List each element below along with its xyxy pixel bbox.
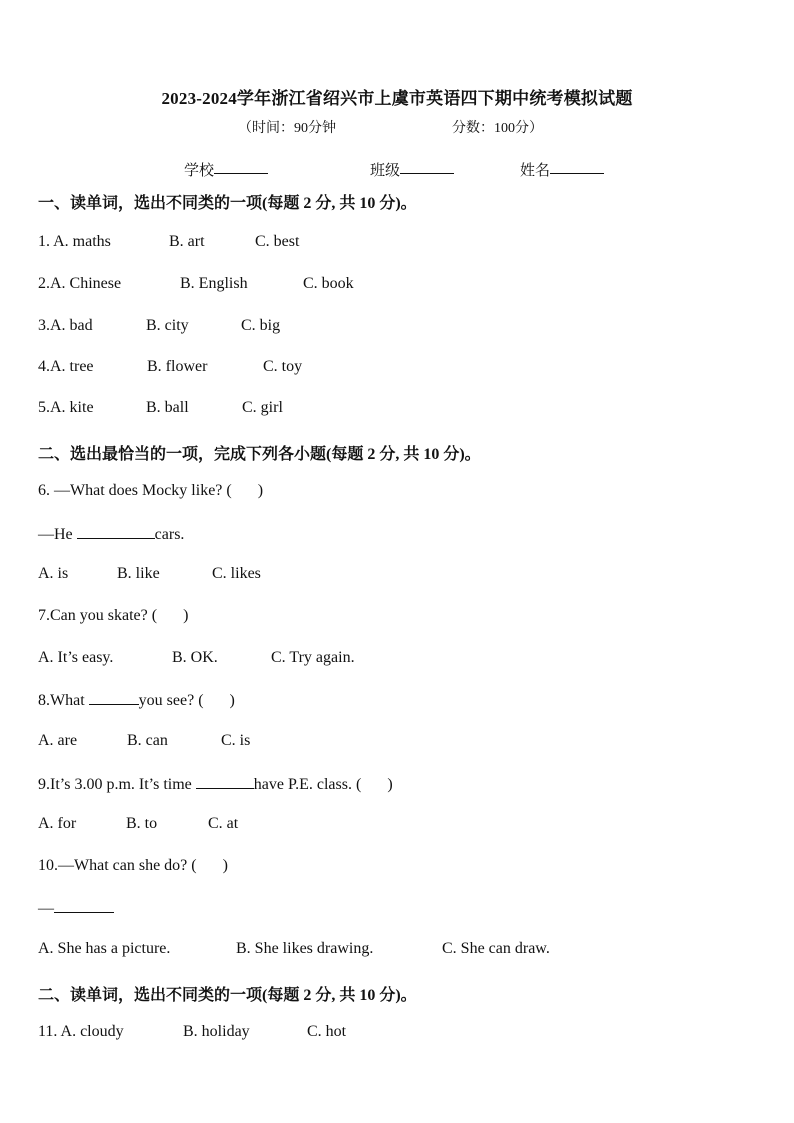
question-10-stem xyxy=(38,857,228,875)
question-10-dialogue xyxy=(38,898,114,918)
option-c: C. toy xyxy=(263,358,303,375)
question-7-stem xyxy=(38,607,188,625)
option-b: B. city xyxy=(146,317,189,334)
bracket-close: ) xyxy=(183,607,189,624)
question-text: 8.What xyxy=(38,692,89,709)
section-heading-3: 二、读单词，选出不同类的一项(每题 2 分, 共 10 分)。 xyxy=(38,987,417,1004)
option-c: C. big xyxy=(241,317,281,334)
option-c: C. best xyxy=(255,233,300,250)
time-limit: （时间：90分钟 xyxy=(238,121,336,136)
question-text: 9.It’s 3.00 p.m. It’s time xyxy=(38,776,196,793)
question-text: 7.Can you skate? ( xyxy=(38,607,158,624)
class-label: 班级 xyxy=(370,163,401,179)
question-9-stem xyxy=(38,774,393,794)
fill-blank[interactable] xyxy=(77,524,155,539)
option-b: B. OK. xyxy=(172,649,218,666)
option-a: 11. A. cloudy xyxy=(38,1023,124,1040)
option-c: C. Try again. xyxy=(271,649,355,666)
option-a: A. is xyxy=(38,565,69,582)
bracket-close: ) xyxy=(257,482,264,499)
option-a: A. She has a picture. xyxy=(38,940,171,957)
option-a: 2.A. Chinese xyxy=(38,275,122,292)
fill-blank[interactable] xyxy=(89,690,139,705)
option-c: C. is xyxy=(221,732,251,749)
section-heading-2: 二、选出最恰当的一项，完成下列各小题(每题 2 分, 共 10 分)。 xyxy=(38,446,481,463)
option-c: C. book xyxy=(303,275,354,292)
fill-blank[interactable] xyxy=(196,774,254,789)
question-text: 10.—What can she do? ( xyxy=(38,857,197,874)
option-c: C. girl xyxy=(242,399,283,416)
option-c: C. likes xyxy=(212,565,261,582)
option-c: C. at xyxy=(208,815,239,832)
option-b: B. art xyxy=(169,233,205,250)
option-c: C. hot xyxy=(307,1023,347,1040)
option-b: B. holiday xyxy=(183,1023,250,1040)
dialogue-text: —He xyxy=(38,526,77,543)
dialogue-text-end: cars. xyxy=(154,526,185,543)
option-a: 3.A. bad xyxy=(38,317,93,334)
school-label: 学校 xyxy=(184,163,215,179)
question-6-stem xyxy=(38,482,263,500)
name-field xyxy=(520,159,550,180)
option-c: C. She can draw. xyxy=(442,940,550,957)
school-blank[interactable] xyxy=(214,159,268,174)
option-a: 5.A. kite xyxy=(38,399,94,416)
option-b: B. can xyxy=(127,732,168,749)
option-a: A. It’s easy. xyxy=(38,649,114,666)
school-field xyxy=(184,159,214,180)
option-a: A. for xyxy=(38,815,77,832)
bracket-close: ) xyxy=(222,857,228,874)
option-a: A. are xyxy=(38,732,78,749)
class-field xyxy=(370,159,400,180)
question-6-dialogue xyxy=(38,524,184,544)
question-text: 6. —What does Mocky like? ( xyxy=(38,482,232,499)
question-text-end: have P.E. class. ( xyxy=(253,776,362,793)
name-blank[interactable] xyxy=(550,159,604,174)
option-a: 4.A. tree xyxy=(38,358,94,375)
option-b: B. English xyxy=(180,275,248,292)
bracket-close: ) xyxy=(387,776,393,793)
question-text-end: you see? ( xyxy=(138,692,204,709)
bracket-close: ) xyxy=(229,692,235,709)
total-score: 分数：100分） xyxy=(452,121,543,136)
page-title: 2023-2024学年浙江省绍兴市上虞市英语四下期中统考模拟试题 xyxy=(161,89,633,108)
option-a: 1. A. maths xyxy=(38,233,111,250)
option-b: B. like xyxy=(117,565,160,582)
option-b: B. She likes drawing. xyxy=(236,940,374,957)
class-blank[interactable] xyxy=(400,159,454,174)
name-label: 姓名 xyxy=(520,163,551,179)
section-heading-1: 一、读单词，选出不同类的一项(每题 2 分, 共 10 分)。 xyxy=(38,195,417,212)
question-8-stem xyxy=(38,690,235,710)
option-b: B. ball xyxy=(146,399,189,416)
option-b: B. to xyxy=(126,815,158,832)
option-b: B. flower xyxy=(147,358,208,375)
fill-blank[interactable] xyxy=(54,898,114,913)
dialogue-dash: — xyxy=(38,900,54,917)
